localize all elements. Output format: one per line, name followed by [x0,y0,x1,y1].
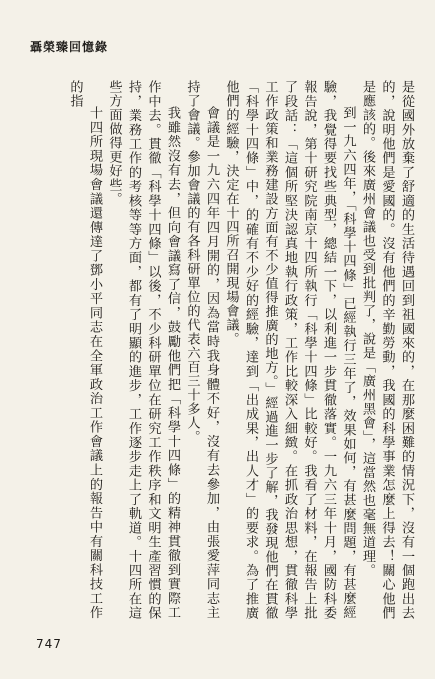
vertical-body-text [26,80,416,620]
paragraph: 是從國外放棄了舒適的生活待遇回到祖國來的，在那麼困難的情況下，沒有一個跑出去的，說明他們是愛國的。沒有他們的辛勤勞動，我國的科學事業怎麼上得去！關心他們是應該的。後來廣州會議也受到批判了，說是「廣州黑會」，這當然也毫無道理。 [360,80,414,620]
paragraph: 我雖然沒有去，但向會議寫了信，鼓勵他們把「科學十四條」的精神貫徹到實際工作中去。貫徹「科學十四條」以後，不少科研單位在研究工作秩序和文明生產習慣的保持，業務工作的考核等等方面，都有了明顯的進步，工作逐步走上了軌道。十四所在這些方面做得更好些。 [106,80,180,620]
paragraph: 十四所現場會議還傳達了鄧小平同志在全軍政治工作會議上的報告中有關科技工作的指 [67,80,102,620]
running-header-title: 聶榮臻回憶錄 [30,40,109,54]
paragraph: 會議是一九六四年四月開的，因為當時我身體不好，沒有去參加，由張愛萍同志主持了會議。參加會議的有各科研單位的代表六百三十多人。 [184,80,219,620]
paragraph: 到一九六四年，「科學十四條」已經執行三年了，效果如何，有甚麼問題，有甚麼經驗，我覺得要找些典型，總結一下，以利進一步貫徹落實。一九六三年十月，國防科委報告說，第十研究院南京十四所執行「科學十四條」比較好。我看了材料，在報告上批了段話：「這個所堅決認真地執行政策，工作比較深入細緻。在抓政治思想，貫徹科學工作政策和業務建設方面有不少值得推廣的地方。」經過進一步了解，我發現他們在貫徹「科學十四條」中，的確有不少好的經驗，達到「出成果，出人才」的要求。為了推廣他們的經驗，決定在十四所召開現場會議。 [223,80,356,620]
page-number: 747 [36,637,62,651]
